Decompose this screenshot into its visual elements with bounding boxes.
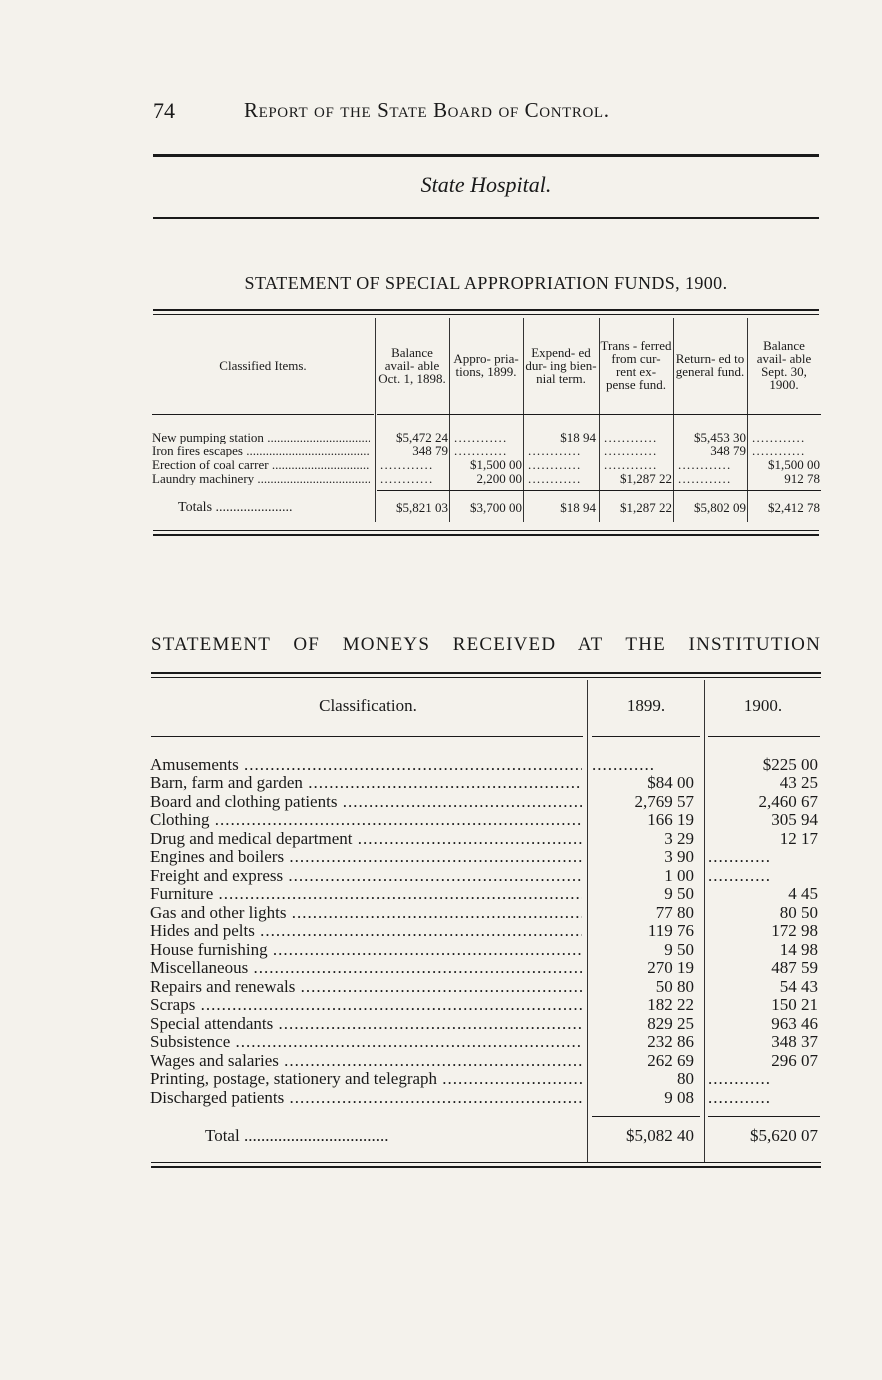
cell-expended: $18 94 [560, 430, 596, 445]
moneys-header-underline [708, 736, 820, 737]
special-funds-col-header-balance-1898: Balance avail- able Oct. 1, 1898. [378, 344, 446, 386]
header-rule-bottom [153, 217, 819, 219]
moneys-row [150, 811, 822, 829]
total-1900: $5,620 07 [750, 1126, 818, 1145]
cell-1900-empty [708, 867, 818, 885]
cell-1899: $84 00 [647, 773, 694, 792]
cell-empty [604, 444, 670, 457]
moneys-total-rule [708, 1116, 820, 1117]
cell-1899: 9 50 [664, 884, 694, 903]
special-funds-col-header-transferred: Trans - ferred from cur- rent ex- pense fund. [600, 338, 672, 392]
cell-empty [380, 458, 446, 471]
moneys-header-underline [151, 736, 583, 737]
cell-returned: $5,453 30 [694, 430, 746, 445]
cell-1900-empty [708, 1070, 818, 1088]
row-label: Furniture ..... [150, 885, 582, 903]
cell-1899: 9 08 [664, 1088, 694, 1107]
row-label: Erection of coal carrer ..... [152, 458, 370, 471]
cell-1900: 54 43 [779, 977, 818, 996]
row-label: Drug and medical department ..... [150, 830, 582, 848]
row-label: Special attendants ..... [150, 1015, 582, 1033]
moneys-header-underline [592, 736, 700, 737]
cell-1899: 829 25 [647, 1014, 694, 1033]
total-expended: $18 94 [560, 500, 596, 515]
cell-1900: 43 25 [779, 773, 818, 792]
row-label: Amusements ..... [150, 756, 582, 774]
cell-1899: 77 80 [655, 903, 694, 922]
special-funds-totals-label: Totals ...................... [178, 500, 293, 515]
cell-empty [528, 444, 594, 457]
cell-empty [604, 458, 670, 471]
moneys-total-label: Total .................................. [205, 1126, 389, 1145]
cell-1900: 12 17 [779, 829, 818, 848]
cell-1900: 296 07 [771, 1051, 818, 1070]
special-funds-col-divider [449, 318, 450, 522]
cell-1899: 2,769 57 [634, 792, 694, 811]
row-label: Repairs and renewals ..... [150, 978, 582, 996]
cell-1899: 3 29 [664, 829, 694, 848]
special-funds-col-header-items: Classified Items. [219, 357, 307, 373]
special-funds-rule-top [153, 309, 819, 311]
moneys-row [150, 793, 822, 811]
special-funds-col-header-expended: Expend- ed dur- ing bien- nial term. [525, 344, 597, 386]
cell-1899: 80 [677, 1069, 694, 1088]
total-1899: $5,082 40 [626, 1126, 694, 1145]
special-funds-col-header-returned: Return- ed to general fund. [675, 351, 745, 379]
row-label: Scraps ..... [150, 996, 582, 1014]
moneys-received-rule-bottom-thin [151, 1162, 821, 1163]
moneys-col-header-1899: 1899. [626, 696, 666, 715]
cell-1900: 172 98 [771, 921, 818, 940]
special-funds-col-divider [599, 318, 600, 522]
total-returned: $5,802 09 [694, 500, 746, 515]
row-label: New pumping station ..... [152, 431, 370, 444]
moneys-col-header-classification: Classification. [319, 696, 417, 715]
moneys-row [150, 941, 822, 959]
row-label: Miscellaneous ..... [150, 959, 582, 977]
page-number: 74 [153, 98, 175, 123]
moneys-row [150, 1089, 822, 1107]
moneys-row [150, 774, 822, 792]
cell-1900: 4 45 [788, 884, 818, 903]
cell-empty [678, 472, 744, 485]
cell-empty [678, 458, 744, 471]
cell-1900: 80 50 [779, 903, 818, 922]
special-funds-header-underline [152, 414, 374, 415]
special-funds-row [152, 472, 822, 485]
cell-1900-empty [708, 1089, 818, 1107]
cell-empty [380, 472, 446, 485]
cell-balance-1898: 348 79 [412, 443, 448, 458]
moneys-col-header-1900: 1900. [743, 696, 783, 715]
special-funds-rule-bottom [153, 534, 819, 536]
row-label: Board and clothing patients ..... [150, 793, 582, 811]
special-funds-header-underline [377, 414, 821, 415]
special-funds-row [152, 458, 822, 471]
special-funds-totals-rule [377, 490, 821, 491]
special-funds-title: STATEMENT OF SPECIAL APPROPRIATION FUNDS, 1900. [244, 273, 728, 293]
moneys-received-rule-top-thin [151, 677, 821, 678]
cell-transferred: $1,287 22 [620, 471, 672, 486]
moneys-row [150, 1052, 822, 1070]
special-funds-col-divider [673, 318, 674, 522]
moneys-row [150, 867, 822, 885]
moneys-received-rule-top [151, 672, 821, 674]
running-title: Report of the State Board of Control. [244, 98, 610, 122]
cell-1899: 166 19 [647, 810, 694, 829]
cell-1900: $225 00 [762, 755, 818, 774]
cell-1899: 9 50 [664, 940, 694, 959]
row-label: Printing, postage, stationery and telegraph ..... [150, 1070, 582, 1088]
cell-1899: 262 69 [647, 1051, 694, 1070]
cell-1899: 3 90 [664, 847, 694, 866]
header-rule-top [153, 154, 819, 157]
cell-empty [752, 444, 818, 457]
special-funds-row [152, 444, 822, 457]
total-balance-1900: $2,412 78 [768, 500, 820, 515]
row-label: Freight and express ..... [150, 867, 582, 885]
cell-empty [454, 444, 520, 457]
cell-1899-empty [592, 756, 694, 774]
special-funds-col-header-appropriations: Appro- pria- tions, 1899. [453, 351, 519, 379]
row-label: Gas and other lights ..... [150, 904, 582, 922]
cell-returned: 348 79 [710, 443, 746, 458]
moneys-received-title: STATEMENT OF MONEYS RECEIVED AT THE INSTITUTION [151, 634, 821, 655]
moneys-row [150, 885, 822, 903]
special-funds-rule-top-thin [153, 314, 819, 315]
section-title: State Hospital. [420, 172, 552, 197]
cell-1899: 270 19 [647, 958, 694, 977]
cell-1899: 182 22 [647, 995, 694, 1014]
row-label: Subsistence ..... [150, 1033, 582, 1051]
cell-balance-1900: $1,500 00 [768, 457, 820, 472]
special-funds-col-header-balance-1900: Balance avail- able Sept. 30, 1900. [756, 338, 812, 392]
moneys-row [150, 756, 822, 774]
special-funds-col-divider [747, 318, 748, 522]
row-label: House furnishing ..... [150, 941, 582, 959]
moneys-row [150, 904, 822, 922]
row-label: Iron fires escapes ..... [152, 444, 370, 457]
cell-1899: 1 00 [664, 866, 694, 885]
moneys-row [150, 959, 822, 977]
special-funds-col-divider [375, 318, 376, 522]
moneys-row [150, 848, 822, 866]
cell-1900: 305 94 [771, 810, 818, 829]
cell-balance-1898: $5,472 24 [396, 430, 448, 445]
moneys-row [150, 922, 822, 940]
cell-1900: 963 46 [771, 1014, 818, 1033]
total-label: Total [205, 1126, 240, 1145]
row-label: Barn, farm and garden ..... [150, 774, 582, 792]
row-label: Wages and salaries ..... [150, 1052, 582, 1070]
totals-label: Totals [178, 500, 213, 515]
cell-1900: 14 98 [779, 940, 818, 959]
cell-1899: 50 80 [655, 977, 694, 996]
cell-1900: 150 21 [771, 995, 818, 1014]
moneys-row [150, 978, 822, 996]
cell-1899: 232 86 [647, 1032, 694, 1051]
total-balance-1898: $5,821 03 [396, 500, 448, 515]
moneys-total-rule [592, 1116, 700, 1117]
row-label: Discharged patients ..... [150, 1089, 582, 1107]
cell-appropriations: $1,500 00 [470, 457, 522, 472]
row-label: Clothing ..... [150, 811, 582, 829]
cell-empty [528, 458, 594, 471]
cell-balance-1900: 912 78 [784, 471, 820, 486]
cell-appropriations: 2,200 00 [476, 471, 522, 486]
moneys-received-rule-bottom [151, 1166, 821, 1168]
moneys-row [150, 830, 822, 848]
cell-1900: 2,460 67 [758, 792, 818, 811]
moneys-row [150, 1070, 822, 1088]
row-label: Hides and pelts ..... [150, 922, 582, 940]
moneys-row [150, 1033, 822, 1051]
cell-1899: 119 76 [647, 921, 694, 940]
cell-1900: 348 37 [771, 1032, 818, 1051]
row-label: Laundry machinery ..... [152, 472, 370, 485]
cell-1900-empty [708, 848, 818, 866]
special-funds-col-divider [523, 318, 524, 522]
moneys-row [150, 1015, 822, 1033]
cell-empty [528, 472, 594, 485]
special-funds-rule-bottom-thin [153, 530, 819, 531]
row-label: Engines and boilers ..... [150, 848, 582, 866]
cell-1900: 487 59 [771, 958, 818, 977]
moneys-row [150, 996, 822, 1014]
total-transferred: $1,287 22 [620, 500, 672, 515]
total-appropriations: $3,700 00 [470, 500, 522, 515]
